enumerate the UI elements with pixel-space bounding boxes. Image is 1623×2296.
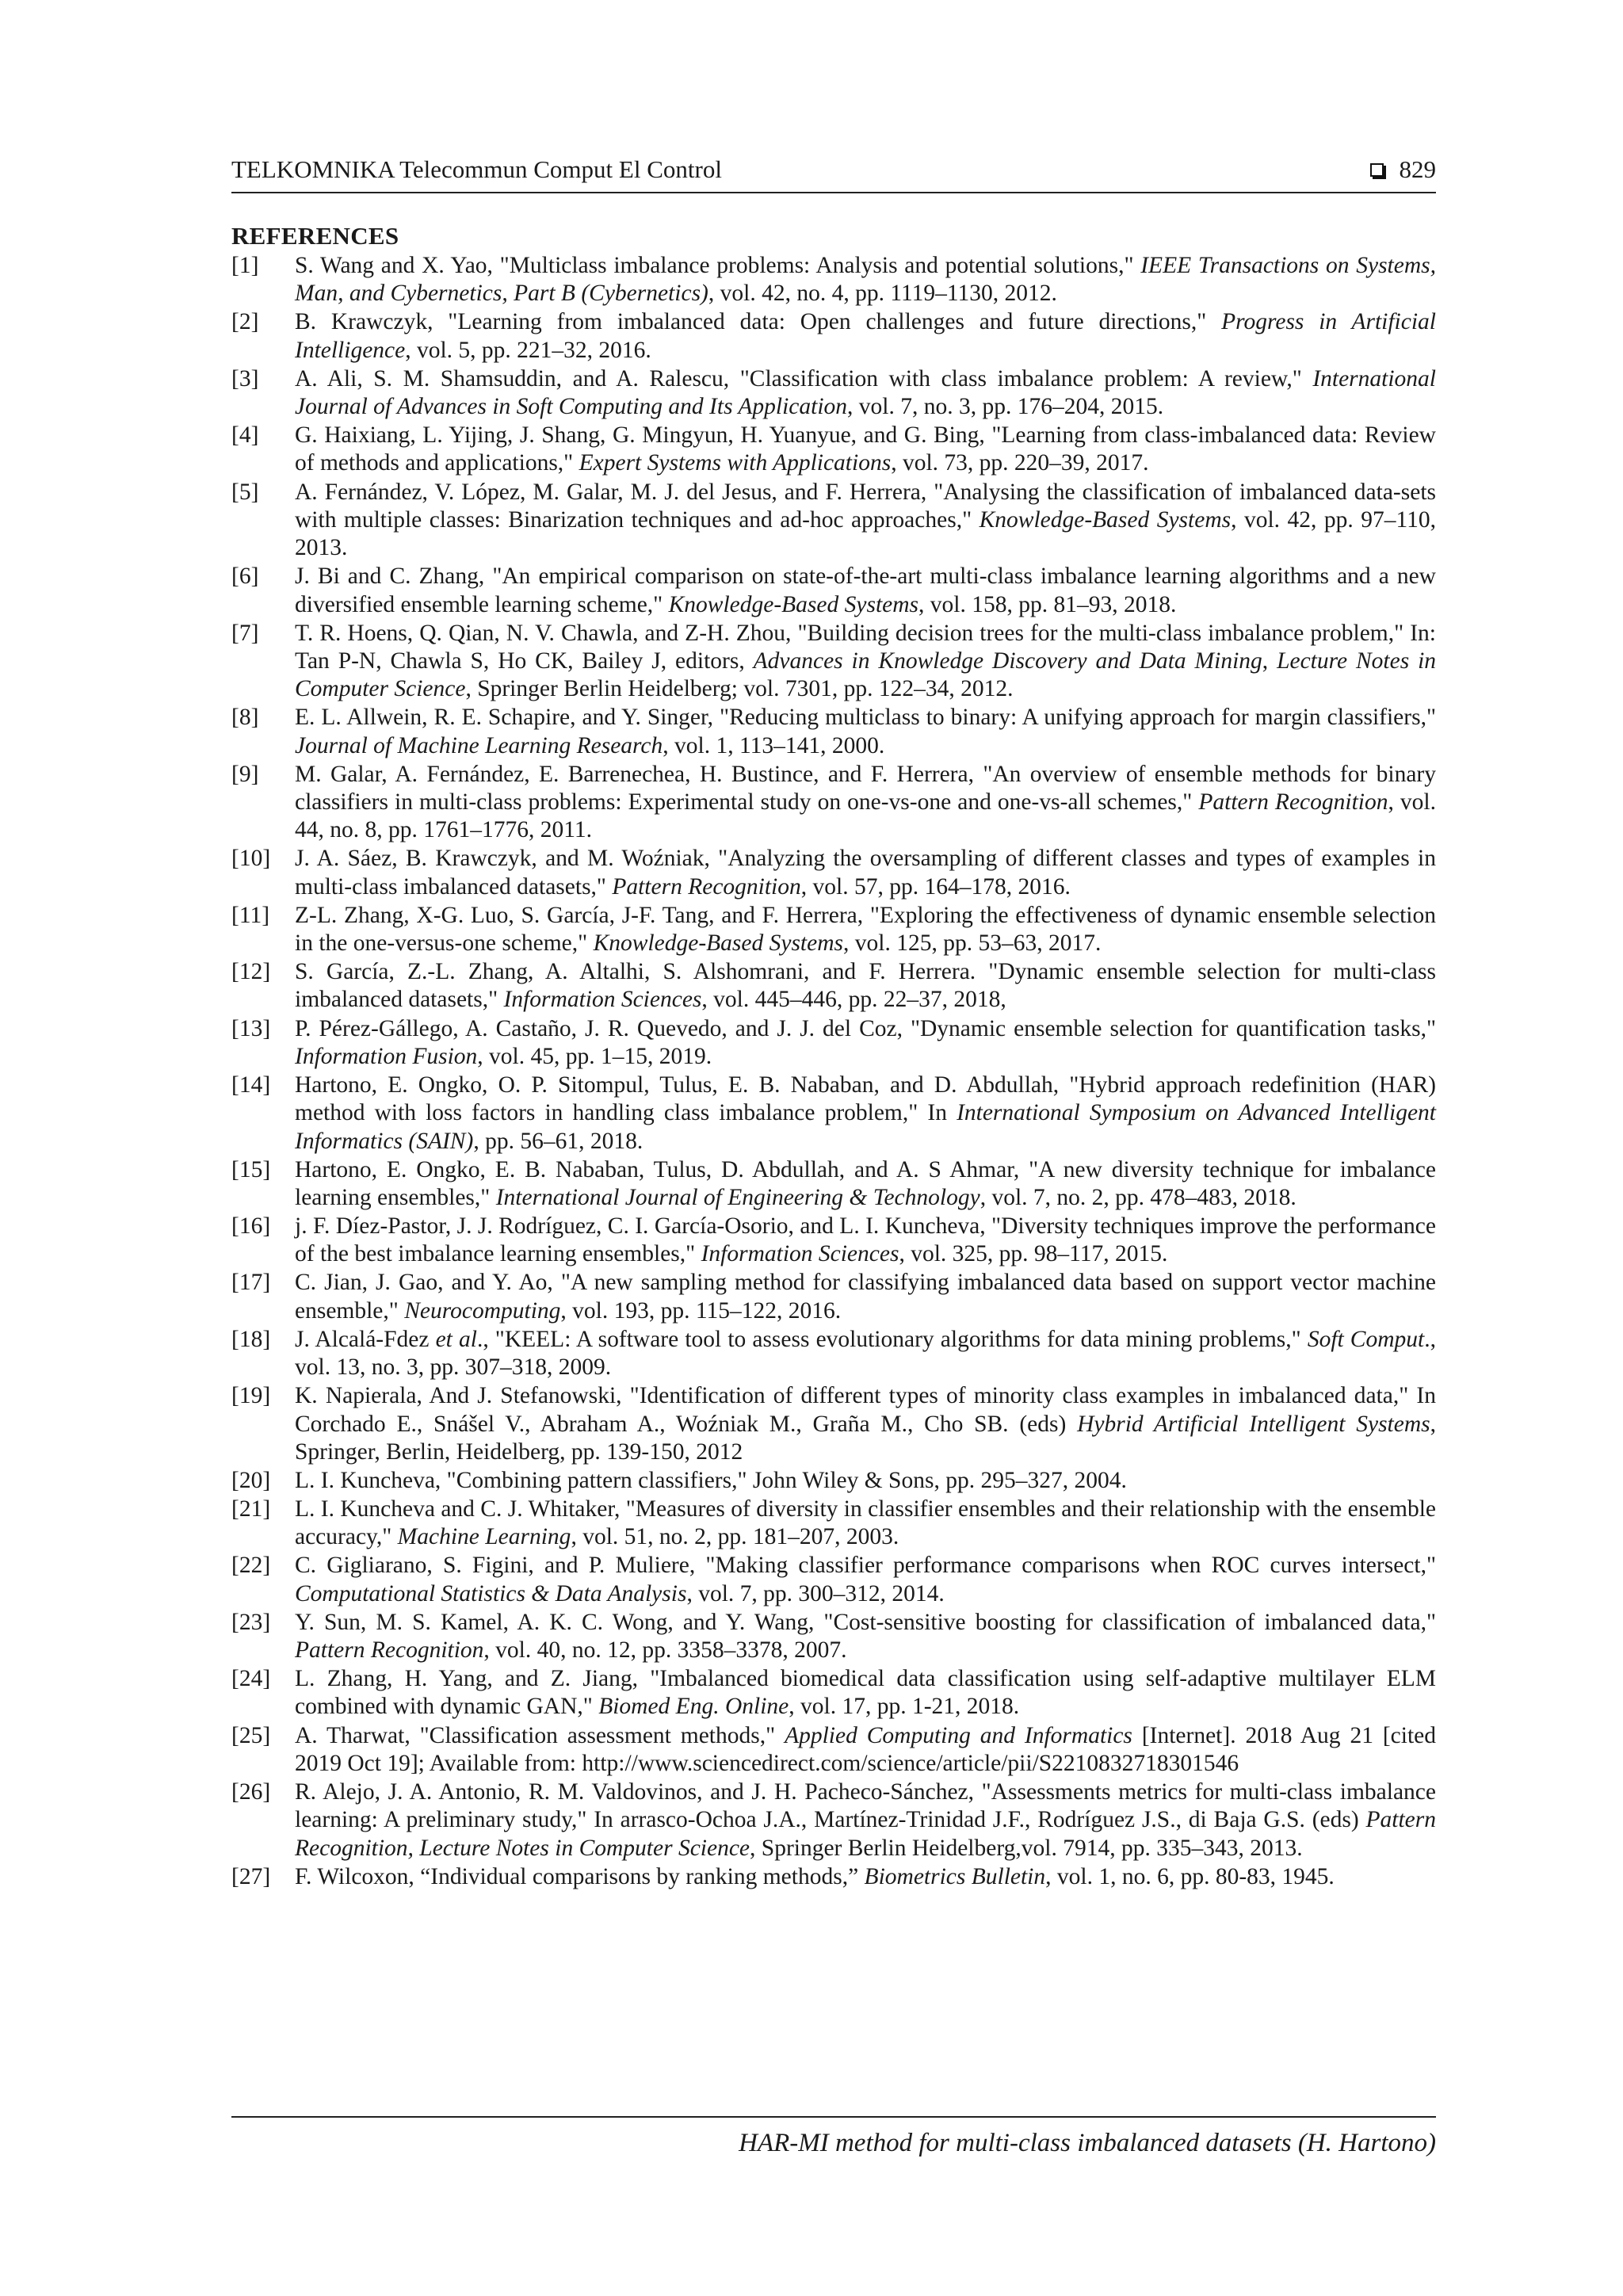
reference-venue: et al [435, 1326, 477, 1352]
reference-item [231, 1665, 1436, 1721]
reference-venue: Information Sciences [701, 1241, 899, 1267]
reference-segment: , vol. 42, no. 4, pp. 1119–1130, 2012. [708, 281, 1057, 307]
reference-text [295, 761, 1436, 845]
reference-number: [14] [231, 1072, 271, 1098]
reference-segment: T. R. Hoens, Q. Qian, N. V. Chawla, and Z-H. Zhou, "Building decision trees for the multi-class imbalance problem," In: Tan P-N, Chawla S, Ho CK, Bailey J, editors, [295, 620, 1436, 674]
reference-venue: Biometrics Bulletin [864, 1863, 1046, 1889]
reference-item [231, 308, 1436, 365]
reference-text [295, 365, 1436, 422]
reference-segment: E. L. Allwein, R. E. Schapire, and Y. Singer, "Reducing multiclass to binary: A unifying approach for margin classifiers," [295, 705, 1436, 731]
reference-segment: , vol. 7, no. 3, pp. 176–204, 2015. [847, 394, 1164, 420]
reference-text [295, 1552, 1436, 1608]
reference-text [295, 1326, 1436, 1382]
reference-number: [17] [231, 1270, 271, 1296]
references-list [231, 252, 1436, 1892]
reference-item [231, 1496, 1436, 1552]
reference-segment: , vol. 125, pp. 53–63, 2017. [843, 930, 1102, 957]
reference-item [231, 958, 1436, 1014]
reference-segment: , [1262, 648, 1277, 674]
reference-segment: G. Haixiang, L. Yijing, J. Shang, G. Mingyun, H. Yuanyue, and G. Bing, "Learning from class-imbalanced data: Review of methods and applications," [295, 422, 1436, 476]
reference-venue: Knowledge-Based Systems [668, 591, 919, 617]
reference-venue: International Journal of Engineering & Technology [495, 1184, 980, 1210]
reference-venue: Soft Comput [1307, 1326, 1425, 1352]
reference-segment: , vol. 45, pp. 1–15, 2019. [477, 1043, 712, 1069]
reference-text [295, 704, 1436, 760]
reference-segment: , vol. 1, no. 6, pp. 80-83, 1945. [1045, 1863, 1335, 1889]
reference-segment: C. Gigliarano, S. Figini, and P. Muliere, "Making classifier performance comparisons when ROC curves intersect," [295, 1553, 1436, 1579]
reference-item [231, 422, 1436, 478]
reference-segment: , vol. 42, pp. 97–110, 2013. [295, 506, 1436, 561]
reference-segment: , vol. 445–446, pp. 22–37, 2018, [701, 987, 1006, 1013]
reference-number: [3] [231, 365, 259, 392]
reference-item [231, 1326, 1436, 1382]
reference-segment: C. Jian, J. Gao, and Y. Ao, "A new sampling method for classifying imbalanced data based on support vector machine ensemble," [295, 1270, 1436, 1324]
reference-number: [18] [231, 1326, 271, 1352]
reference-number: [1] [231, 253, 259, 278]
reference-item [231, 1863, 1436, 1891]
reference-number: [8] [231, 705, 259, 731]
journal-title: TELKOMNIKA Telecommun Comput El Control [231, 155, 722, 183]
reference-segment: ., vol. 13, no. 3, pp. 307–318, 2009. [295, 1326, 1436, 1381]
reference-segment: ., "KEEL: A software tool to assess evolutionary algorithms for data mining problems," [476, 1326, 1308, 1352]
reference-segment: , vol. 193, pp. 115–122, 2016. [560, 1297, 842, 1324]
reference-text [295, 958, 1436, 1014]
reference-item [231, 1609, 1436, 1665]
reference-venue: Information Sciences [503, 987, 702, 1013]
reference-segment: j. F. Díez-Pastor, J. J. Rodríguez, C. I. García-Osorio, and L. I. Kuncheva, "Diversity techniques improve the performance of the best imbalance learning ensembles," [295, 1213, 1436, 1267]
reference-segment: J. A. Sáez, B. Krawczyk, and M. Woźniak, "Analyzing the oversampling of different classes and types of examples in multi-class imbalanced datasets," [295, 846, 1436, 900]
reference-number: [21] [231, 1496, 271, 1522]
reference-segment: , vol. 5, pp. 221–32, 2016. [405, 337, 651, 363]
reference-segment: [Internet]. 2018 Aug 21 [cited 2019 Oct 19]; Available from: http://www.sciencedirect.com/science/article/pii/S2210832718301546 [295, 1722, 1437, 1776]
reference-number: [20] [231, 1467, 271, 1493]
reference-venue: Knowledge-Based Systems [593, 930, 844, 957]
reference-venue: IEEE Transactions on Systems, Man, and Cybernetics, Part B (Cybernetics) [295, 253, 1436, 307]
reference-item [231, 1552, 1436, 1608]
reference-number: [16] [231, 1213, 271, 1240]
reference-segment: , vol. 17, pp. 1-21, 2018. [789, 1694, 1020, 1720]
reference-venue: Pattern Recognition [1198, 789, 1388, 816]
reference-text [295, 1156, 1436, 1213]
reference-text [295, 479, 1436, 563]
reference-segment: , vol. 44, no. 8, pp. 1761–1776, 2011. [295, 789, 1436, 843]
page-number: 829 [1399, 155, 1436, 183]
reference-item [231, 761, 1436, 845]
reference-segment: Hartono, E. Ongko, E. B. Nababan, Tulus, D. Abdullah, and A. S Ahmar, "A new diversity technique for imbalance learning ensembles," [295, 1156, 1436, 1210]
reference-text [295, 1015, 1436, 1072]
reference-segment: J. Bi and C. Zhang, "An empirical comparison on state-of-the-art multi-class imbalance learning algorithms and a new diversified ensemble learning scheme," [295, 563, 1436, 617]
page-number-block [1370, 154, 1437, 185]
reference-venue: Hybrid Artificial Intelligent Systems [1077, 1411, 1430, 1437]
reference-number: [22] [231, 1553, 271, 1579]
reference-segment: K. Napierala, And J. Stefanowski, "Identification of different types of minority class examples in imbalanced data," In Corchado E., Snášel V., Abraham A., Woźniak M., Graña M., Cho SB. (eds) [295, 1383, 1436, 1437]
reference-segment: , vol. 325, pp. 98–117, 2015. [899, 1241, 1168, 1267]
reference-venue: Pattern Recognition, Lecture Notes in Computer Science [295, 1807, 1436, 1861]
reference-segment: L. I. Kuncheva, "Combining pattern classifiers," John Wiley & Sons, pp. 295–327, 2004. [295, 1467, 1127, 1493]
reference-item [231, 479, 1436, 563]
reference-segment: J. Alcalá-Fdez [295, 1326, 436, 1352]
reference-number: [15] [231, 1156, 271, 1182]
reference-number: [25] [231, 1722, 271, 1748]
reference-item [231, 902, 1436, 958]
reference-item [231, 1072, 1436, 1156]
reference-item [231, 1382, 1436, 1466]
reference-number: [2] [231, 309, 259, 335]
reference-venue: International Journal of Advances in Soft Computing and Its Application [295, 365, 1436, 420]
reference-item [231, 1467, 1436, 1495]
reference-number: [27] [231, 1863, 271, 1889]
reference-venue: International Symposium on Advanced Intelligent Informatics (SAIN) [295, 1100, 1436, 1154]
reference-text [295, 1665, 1436, 1721]
reference-number: [11] [231, 902, 270, 928]
reference-venue: Expert Systems with Applications [579, 450, 892, 476]
reference-text [295, 1467, 1436, 1495]
reference-venue: Machine Learning [397, 1524, 571, 1550]
reference-segment: , Springer, Berlin, Heidelberg, pp. 139-150, 2012 [295, 1411, 1437, 1465]
reference-item [231, 704, 1436, 760]
reference-item [231, 620, 1436, 704]
reference-item [231, 1213, 1436, 1269]
page-footer [231, 2116, 1436, 2157]
reference-item [231, 1269, 1436, 1325]
reference-number: [12] [231, 959, 271, 985]
reference-venue: Applied Computing and Informatics [785, 1722, 1132, 1748]
reference-venue: Advances in Knowledge Discovery and Data Mining [753, 648, 1262, 674]
reference-segment: , vol. 51, no. 2, pp. 181–207, 2003. [571, 1524, 899, 1550]
reference-item [231, 365, 1436, 422]
reference-text [295, 1863, 1436, 1891]
reference-text [295, 1382, 1436, 1466]
reference-item [231, 1722, 1436, 1778]
reference-number: [26] [231, 1778, 271, 1805]
reference-number: [6] [231, 563, 259, 590]
reference-venue: Progress in Artificial Intelligence [295, 309, 1436, 363]
reference-text [295, 308, 1436, 365]
reference-item [231, 845, 1436, 901]
page-header [231, 152, 1436, 193]
reference-venue: Information Fusion [295, 1043, 478, 1069]
reference-segment: , vol. 7, pp. 300–312, 2014. [686, 1580, 945, 1606]
square-icon [1370, 163, 1384, 177]
reference-segment: S. García, Z.-L. Zhang, A. Altalhi, S. Alshomrani, and F. Herrera. "Dynamic ensemble selection for multi-class imbalanced datasets," [295, 959, 1436, 1013]
reference-item [231, 1015, 1436, 1072]
reference-segment: B. Krawczyk, "Learning from imbalanced data: Open challenges and future directions," [295, 309, 1222, 335]
reference-number: [24] [231, 1666, 271, 1692]
reference-text [295, 620, 1436, 704]
reference-number: [13] [231, 1015, 271, 1041]
reference-segment: , vol. 40, no. 12, pp. 3358–3378, 2007. [483, 1637, 847, 1664]
reference-text [295, 252, 1436, 308]
reference-venue: Biomed Eng. Online [598, 1694, 789, 1720]
reference-text [295, 1609, 1436, 1665]
reference-segment: , vol. 7, no. 2, pp. 478–483, 2018. [980, 1184, 1296, 1210]
reference-number: [23] [231, 1609, 271, 1635]
reference-segment: A. Tharwat, "Classification assessment methods," [295, 1722, 785, 1748]
reference-segment: P. Pérez-Gállego, A. Castaño, J. R. Quevedo, and J. J. del Coz, "Dynamic ensemble selection for quantification tasks," [295, 1015, 1436, 1041]
reference-number: [19] [231, 1383, 271, 1409]
reference-venue: Journal of Machine Learning Research [295, 732, 663, 758]
reference-number: [7] [231, 620, 259, 646]
reference-segment: L. Zhang, H. Yang, and Z. Jiang, "Imbalanced biomedical data classification using self-adaptive multilayer ELM combined with dynamic GAN," [295, 1666, 1436, 1720]
footer-running-title: HAR-MI method for multi-class imbalanced datasets (H. Hartono) [739, 2129, 1436, 2157]
reference-text [295, 1072, 1436, 1156]
reference-segment: S. Wang and X. Yao, "Multiclass imbalance problems: Analysis and potential solutions," [295, 253, 1141, 278]
reference-segment: Y. Sun, M. S. Kamel, A. K. C. Wong, and Y. Wang, "Cost-sensitive boosting for classification of imbalanced data," [295, 1609, 1436, 1635]
reference-segment: Hartono, E. Ongko, O. P. Sitompul, Tulus, E. B. Nababan, and D. Abdullah, "Hybrid approach redefinition (HAR) method with loss factors in handling class imbalance problem," In [295, 1072, 1436, 1126]
reference-item [231, 1778, 1436, 1862]
reference-number: [5] [231, 479, 259, 505]
reference-text [295, 902, 1436, 958]
reference-number: [9] [231, 761, 259, 787]
reference-item [231, 252, 1436, 308]
reference-text [295, 1778, 1436, 1862]
reference-venue: Computational Statistics & Data Analysis [295, 1580, 687, 1606]
reference-segment: , Springer Berlin Heidelberg; vol. 7301, pp. 122–34, 2012. [465, 676, 1014, 702]
reference-segment: M. Galar, A. Fernández, E. Barrenechea, H. Bustince, and F. Herrera, "An overview of ensemble methods for binary classifiers in multi-class problems: Experimental study on one-vs-one and one-vs-all schemes," [295, 761, 1436, 816]
reference-segment: R. Alejo, J. A. Antonio, R. M. Valdovinos, and J. H. Pacheco-Sánchez, "Assessments metrics for multi-class imbalance learning: A preliminary study," In arrasco-Ochoa J.A., Martínez-Trinidad J.F., Rodríguez J.S., di Baja G.S. (eds) [295, 1778, 1436, 1833]
reference-segment: , vol. 57, pp. 164–178, 2016. [800, 873, 1071, 900]
reference-segment: A. Ali, S. M. Shamsuddin, and A. Ralescu, "Classification with class imbalance problem: A review," [295, 365, 1313, 392]
reference-segment: F. Wilcoxon, “Individual comparisons by ranking methods,” [295, 1863, 865, 1889]
reference-number: [4] [231, 422, 259, 449]
reference-text [295, 563, 1436, 619]
reference-text [295, 1722, 1436, 1778]
reference-venue: Knowledge-Based Systems [979, 506, 1232, 533]
reference-text [295, 1269, 1436, 1325]
reference-number: [10] [231, 846, 271, 872]
reference-segment: , vol. 73, pp. 220–39, 2017. [891, 450, 1149, 476]
reference-segment: A. Fernández, V. López, M. Galar, M. J. del Jesus, and F. Herrera, "Analysing the classification of imbalanced data-sets with multiple classes: Binarization techniques and ad-hoc approaches," [295, 479, 1436, 533]
references-heading: REFERENCES [231, 222, 399, 250]
reference-segment: Z-L. Zhang, X-G. Luo, S. García, J-F. Tang, and F. Herrera, "Exploring the effectiveness of dynamic ensemble selection in the one-versus-one scheme," [295, 902, 1436, 957]
reference-item [231, 563, 1436, 619]
reference-segment: L. I. Kuncheva and C. J. Whitaker, "Measures of diversity in classifier ensembles and their relationship with the ensemble accuracy," [295, 1496, 1436, 1550]
reference-segment: , pp. 56–61, 2018. [473, 1128, 643, 1154]
reference-text [295, 1496, 1436, 1552]
reference-text [295, 1213, 1436, 1269]
reference-venue: Neurocomputing [404, 1297, 561, 1324]
reference-venue: Pattern Recognition [295, 1637, 484, 1664]
reference-item [231, 1156, 1436, 1213]
reference-segment: , Springer Berlin Heidelberg,vol. 7914, pp. 335–343, 2013. [750, 1835, 1303, 1861]
reference-segment: , vol. 1, 113–141, 2000. [663, 732, 885, 758]
reference-segment: , vol. 158, pp. 81–93, 2018. [918, 591, 1177, 617]
reference-text [295, 845, 1436, 901]
reference-text [295, 422, 1436, 478]
reference-venue: Lecture Notes in Computer Science [295, 648, 1437, 702]
reference-venue: Pattern Recognition [612, 873, 801, 900]
